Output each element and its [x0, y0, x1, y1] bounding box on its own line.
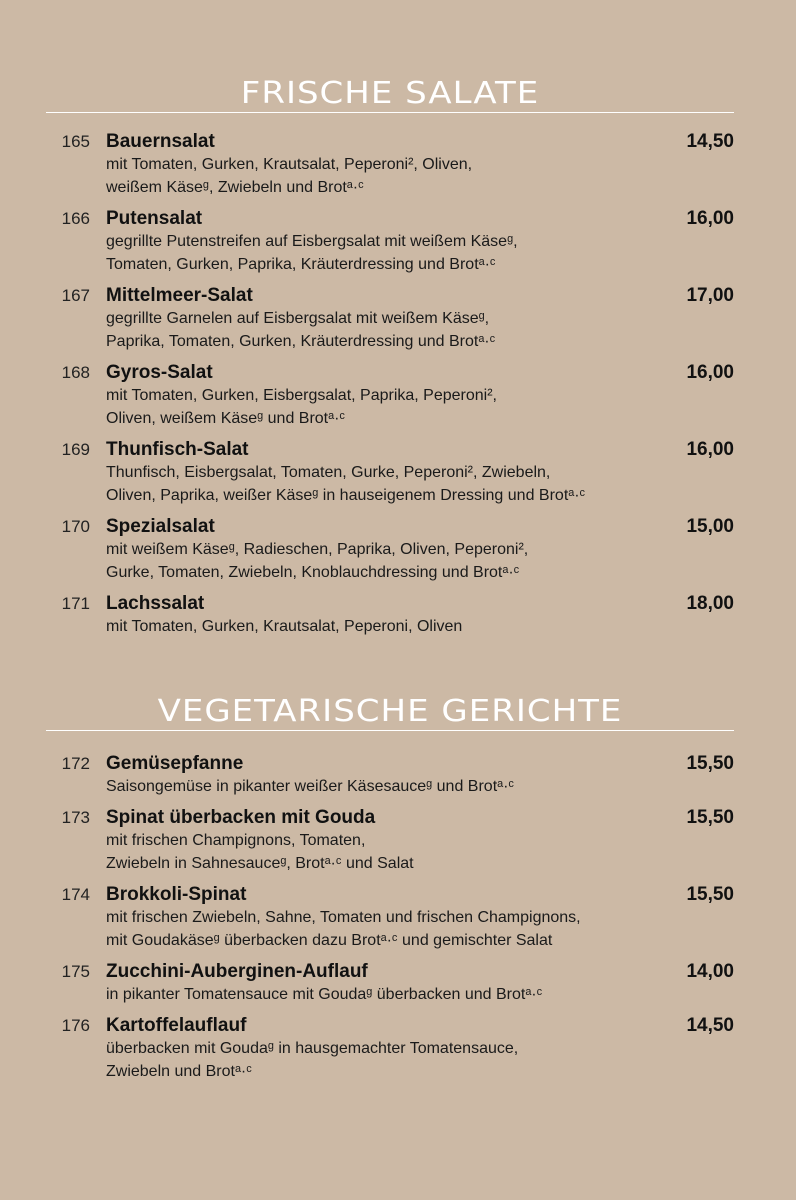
item-description-line: gegrillte Putenstreifen auf Eisbergsalat mit weißem Käseᵍ,	[106, 233, 518, 250]
item-description-line: mit Tomaten, Gurken, Krautsalat, Peperoni, Oliven	[106, 618, 463, 635]
item-number: 173	[61, 808, 90, 827]
item-description-line: Tomaten, Gurken, Paprika, Kräuterdressing und Brotᵃ·ᶜ	[106, 256, 496, 273]
section-title: VEGETARISCHE GERICHTE	[157, 693, 623, 729]
menu-item	[46, 806, 734, 875]
item-name: Thunfisch-Salat	[106, 439, 249, 460]
item-description-line: Thunfisch, Eisbergsalat, Tomaten, Gurke, Peperoni², Zwiebeln,	[106, 464, 551, 481]
menu-item	[46, 960, 734, 1006]
item-description-line: mit Tomaten, Gurken, Eisbergsalat, Paprika, Peperoni²,	[106, 387, 497, 404]
menu-item	[46, 284, 734, 353]
item-description-line: mit weißem Käseᵍ, Radieschen, Paprika, Oliven, Peperoni²,	[106, 541, 529, 558]
item-body	[106, 752, 734, 798]
title-divider	[46, 730, 734, 731]
menu-item	[46, 1014, 734, 1083]
item-body	[106, 515, 734, 584]
item-number: 174	[61, 885, 90, 904]
item-name: Putensalat	[106, 208, 203, 229]
menu-item	[46, 752, 734, 798]
item-number: 176	[61, 1016, 90, 1035]
item-price: 16,00	[686, 362, 734, 383]
title-divider	[46, 112, 734, 113]
item-description-line: Gurke, Tomaten, Zwiebeln, Knoblauchdressing und Brotᵃ·ᶜ	[106, 564, 520, 581]
item-description-line: Oliven, Paprika, weißer Käseᵍ in hauseigenem Dressing und Brotᵃ·ᶜ	[106, 487, 586, 504]
item-price: 14,50	[686, 1015, 734, 1036]
item-price: 15,50	[686, 884, 734, 905]
section-vegetarian-dishes	[46, 692, 734, 1091]
menu-item	[46, 515, 734, 584]
item-description-line: mit frischen Zwiebeln, Sahne, Tomaten und frischen Champignons,	[106, 909, 581, 926]
item-number: 170	[61, 517, 90, 536]
item-name: Zucchini-Auberginen-Auflauf	[106, 961, 368, 982]
item-name: Kartoffelauflauf	[106, 1015, 247, 1036]
menu-items	[46, 130, 734, 638]
item-description-line: Saisongemüse in pikanter weißer Käsesauceᵍ und Brotᵃ·ᶜ	[106, 778, 515, 795]
item-body	[106, 960, 734, 1006]
item-price: 17,00	[686, 285, 734, 306]
item-body	[106, 207, 734, 276]
item-name: Brokkoli-Spinat	[106, 884, 247, 905]
item-name: Spinat überbacken mit Gouda	[106, 807, 376, 828]
item-body	[106, 361, 734, 430]
item-price: 15,50	[686, 753, 734, 774]
item-description-line: überbacken mit Goudaᵍ in hausgemachter Tomatensauce,	[106, 1040, 519, 1057]
item-price: 16,00	[686, 208, 734, 229]
item-description-line: Oliven, weißem Käseᵍ und Brotᵃ·ᶜ	[106, 410, 346, 427]
item-number: 171	[61, 594, 90, 613]
section-title: FRISCHE SALATE	[240, 75, 540, 111]
menu-item	[46, 207, 734, 276]
item-price: 14,00	[686, 961, 734, 982]
item-name: Gemüsepfanne	[106, 753, 244, 774]
item-number: 167	[61, 286, 90, 305]
item-body	[106, 438, 734, 507]
item-name: Mittelmeer-Salat	[106, 285, 253, 306]
item-body	[106, 806, 734, 875]
item-price: 15,50	[686, 807, 734, 828]
item-number: 168	[61, 363, 90, 382]
item-description-line: Zwiebeln in Sahnesauceᵍ, Brotᵃ·ᶜ und Salat	[106, 855, 414, 872]
menu-item	[46, 883, 734, 952]
item-body	[106, 883, 734, 952]
item-body	[106, 284, 734, 353]
menu-item	[46, 438, 734, 507]
item-description-line: Zwiebeln und Brotᵃ·ᶜ	[106, 1063, 252, 1080]
item-number: 166	[61, 209, 90, 228]
item-description-line: mit Tomaten, Gurken, Krautsalat, Peperoni², Oliven,	[106, 156, 473, 173]
item-name: Gyros-Salat	[106, 362, 213, 383]
item-description-line: in pikanter Tomatensauce mit Goudaᵍ überbacken und Brotᵃ·ᶜ	[106, 986, 543, 1003]
item-description-line: mit frischen Champignons, Tomaten,	[106, 832, 366, 849]
item-number: 175	[61, 962, 90, 981]
menu-item	[46, 130, 734, 199]
item-price: 14,50	[686, 131, 734, 152]
item-body	[106, 592, 734, 638]
item-price: 15,00	[686, 516, 734, 537]
menu-item	[46, 361, 734, 430]
item-name: Bauernsalat	[106, 131, 215, 152]
item-name: Spezialsalat	[106, 516, 215, 537]
item-price: 18,00	[686, 593, 734, 614]
item-description-line: gegrillte Garnelen auf Eisbergsalat mit weißem Käseᵍ,	[106, 310, 490, 327]
item-number: 172	[61, 754, 90, 773]
item-name: Lachssalat	[106, 593, 205, 614]
item-price: 16,00	[686, 439, 734, 460]
item-body	[106, 130, 734, 199]
item-body	[106, 1014, 734, 1083]
item-number: 165	[61, 132, 90, 151]
menu-item	[46, 592, 734, 638]
menu-items	[46, 752, 734, 1083]
item-description-line: mit Goudakäseᵍ überbacken dazu Brotᵃ·ᶜ und gemischter Salat	[106, 932, 553, 949]
item-description-line: weißem Käseᵍ, Zwiebeln und Brotᵃ·ᶜ	[106, 179, 364, 196]
section-fresh-salads	[46, 74, 734, 646]
item-number: 169	[61, 440, 90, 459]
item-description-line: Paprika, Tomaten, Gurken, Kräuterdressing und Brotᵃ·ᶜ	[106, 333, 496, 350]
